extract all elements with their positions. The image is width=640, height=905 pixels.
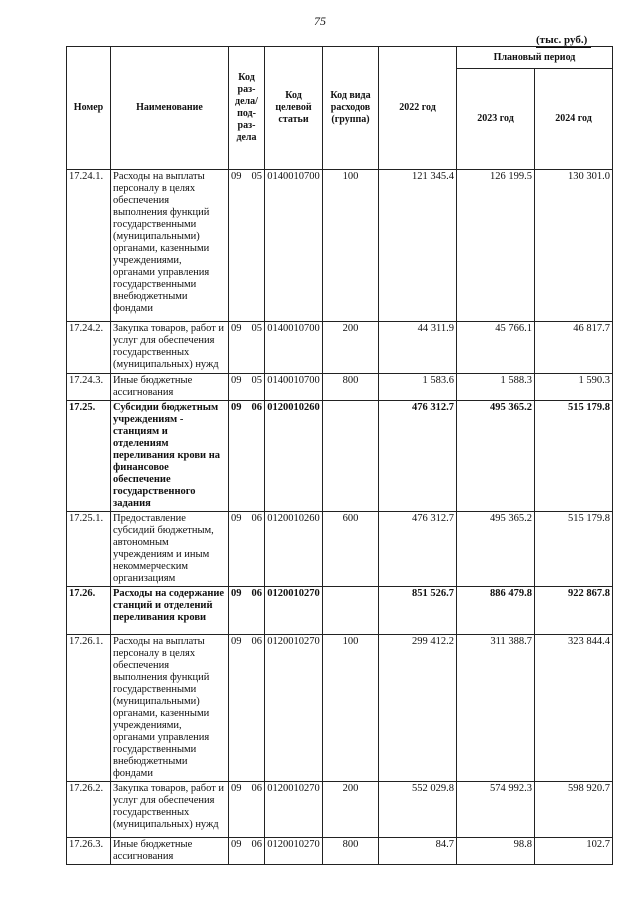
row-razdel (229, 374, 265, 401)
row-razdel (229, 170, 265, 322)
razdel-code: 09 (231, 513, 242, 524)
row-name: Закупка товаров, работ и услуг для обеспечения государственных (муниципальных) нужд (111, 322, 229, 374)
row-number: 17.26.1. (67, 635, 111, 782)
razdel-code: 09 (231, 402, 242, 413)
header-nomer: Номер (67, 47, 111, 170)
row-target-code: 0140010700 (265, 322, 323, 374)
podrazdel-code: 05 (251, 323, 262, 334)
row-expense-type: 100 (323, 635, 379, 782)
row-expense-type: 200 (323, 782, 379, 838)
row-expense-type: 100 (323, 170, 379, 322)
row-value-2022: 1 583.6 (379, 374, 457, 401)
row-expense-type (323, 587, 379, 635)
row-value-2024: 515 179.8 (535, 401, 613, 512)
header-2024: 2024 год (535, 69, 613, 170)
podrazdel-code: 05 (251, 171, 262, 182)
header-razdel: Код раз-дела/ под-раз-дела (229, 47, 265, 170)
row-number: 17.24.2. (67, 322, 111, 374)
row-number: 17.24.3. (67, 374, 111, 401)
row-value-2023: 495 365.2 (457, 512, 535, 587)
podrazdel-code: 05 (251, 375, 262, 386)
row-razdel (229, 401, 265, 512)
razdel-code: 09 (231, 375, 242, 386)
row-value-2022: 476 312.7 (379, 512, 457, 587)
row-razdel (229, 322, 265, 374)
razdel-code: 09 (231, 636, 242, 647)
row-name: Иные бюджетные ассигнования (111, 374, 229, 401)
row-number: 17.25. (67, 401, 111, 512)
row-value-2023: 1 588.3 (457, 374, 535, 401)
row-name: Субсидии бюджетным учреждениям - станциям и отделениям переливания крови на финансовое обеспечение государственного задания (111, 401, 229, 512)
header-2022: 2022 год (379, 47, 457, 170)
row-target-code: 0140010700 (265, 170, 323, 322)
row-value-2024: 515 179.8 (535, 512, 613, 587)
row-target-code: 0120010270 (265, 838, 323, 865)
table-row (67, 512, 613, 587)
row-number: 17.24.1. (67, 170, 111, 322)
header-tsel: Код целевой статьи (265, 47, 323, 170)
row-razdel (229, 838, 265, 865)
row-value-2022: 84.7 (379, 838, 457, 865)
row-value-2024: 1 590.3 (535, 374, 613, 401)
row-name: Закупка товаров, работ и услуг для обеспечения государственных (муниципальных) нужд (111, 782, 229, 838)
row-value-2023: 886 479.8 (457, 587, 535, 635)
row-value-2023: 98.8 (457, 838, 535, 865)
row-value-2023: 311 388.7 (457, 635, 535, 782)
row-razdel (229, 635, 265, 782)
row-name: Предоставление субсидий бюджетным, автономным учреждениям и иным некоммерческим организациям (111, 512, 229, 587)
row-number: 17.25.1. (67, 512, 111, 587)
row-expense-type: 800 (323, 838, 379, 865)
table-row (67, 838, 613, 865)
row-name: Иные бюджетные ассигнования (111, 838, 229, 865)
row-value-2023: 126 199.5 (457, 170, 535, 322)
row-value-2024: 102.7 (535, 838, 613, 865)
header-plan-period: Плановый период (457, 47, 613, 69)
row-expense-type: 800 (323, 374, 379, 401)
table-row (67, 374, 613, 401)
row-razdel (229, 512, 265, 587)
row-target-code: 0120010260 (265, 512, 323, 587)
row-expense-type: 600 (323, 512, 379, 587)
row-value-2024: 922 867.8 (535, 587, 613, 635)
row-razdel (229, 587, 265, 635)
row-value-2022: 552 029.8 (379, 782, 457, 838)
razdel-code: 09 (231, 588, 242, 599)
row-target-code: 0120010270 (265, 587, 323, 635)
podrazdel-code: 06 (251, 783, 262, 794)
razdel-code: 09 (231, 839, 242, 850)
table-row (67, 401, 613, 512)
table-row (67, 322, 613, 374)
row-target-code: 0140010700 (265, 374, 323, 401)
header-2023: 2023 год (457, 69, 535, 170)
row-razdel (229, 782, 265, 838)
podrazdel-code: 06 (251, 588, 262, 599)
row-number: 17.26. (67, 587, 111, 635)
row-name: Расходы на выплаты персоналу в целях обеспечения выполнения функций государственными (муниципальными) органами, казенными учреждениями, органами управления государственными внебюджетными фондами (111, 170, 229, 322)
table-row (67, 782, 613, 838)
row-value-2024: 130 301.0 (535, 170, 613, 322)
razdel-code: 09 (231, 323, 242, 334)
table-row (67, 635, 613, 782)
row-value-2022: 44 311.9 (379, 322, 457, 374)
page-number: 75 (314, 14, 326, 28)
budget-table (66, 46, 613, 865)
row-value-2022: 299 412.2 (379, 635, 457, 782)
row-target-code: 0120010270 (265, 635, 323, 782)
units-label: (тыс. руб.) (536, 34, 588, 46)
podrazdel-code: 06 (251, 402, 262, 413)
podrazdel-code: 06 (251, 513, 262, 524)
row-value-2024: 323 844.4 (535, 635, 613, 782)
row-value-2023: 495 365.2 (457, 401, 535, 512)
razdel-code: 09 (231, 783, 242, 794)
podrazdel-code: 06 (251, 839, 262, 850)
header-name: Наименование (111, 47, 229, 170)
row-value-2022: 476 312.7 (379, 401, 457, 512)
podrazdel-code: 06 (251, 636, 262, 647)
row-expense-type: 200 (323, 322, 379, 374)
row-value-2023: 574 992.3 (457, 782, 535, 838)
razdel-code: 09 (231, 171, 242, 182)
row-name: Расходы на выплаты персоналу в целях обеспечения выполнения функций государственными (муниципальными) органами, казенными учреждениями, органами управления государственными внебюджетными фондами (111, 635, 229, 782)
row-name: Расходы на содержание станций и отделений переливания крови (111, 587, 229, 635)
row-value-2024: 46 817.7 (535, 322, 613, 374)
row-value-2022: 121 345.4 (379, 170, 457, 322)
table-row (67, 587, 613, 635)
row-target-code: 0120010270 (265, 782, 323, 838)
row-number: 17.26.3. (67, 838, 111, 865)
row-value-2022: 851 526.7 (379, 587, 457, 635)
row-target-code: 0120010260 (265, 401, 323, 512)
row-number: 17.26.2. (67, 782, 111, 838)
header-vid: Код вида расходов (группа) (323, 47, 379, 170)
row-value-2023: 45 766.1 (457, 322, 535, 374)
row-expense-type (323, 401, 379, 512)
table-row (67, 170, 613, 322)
row-value-2024: 598 920.7 (535, 782, 613, 838)
